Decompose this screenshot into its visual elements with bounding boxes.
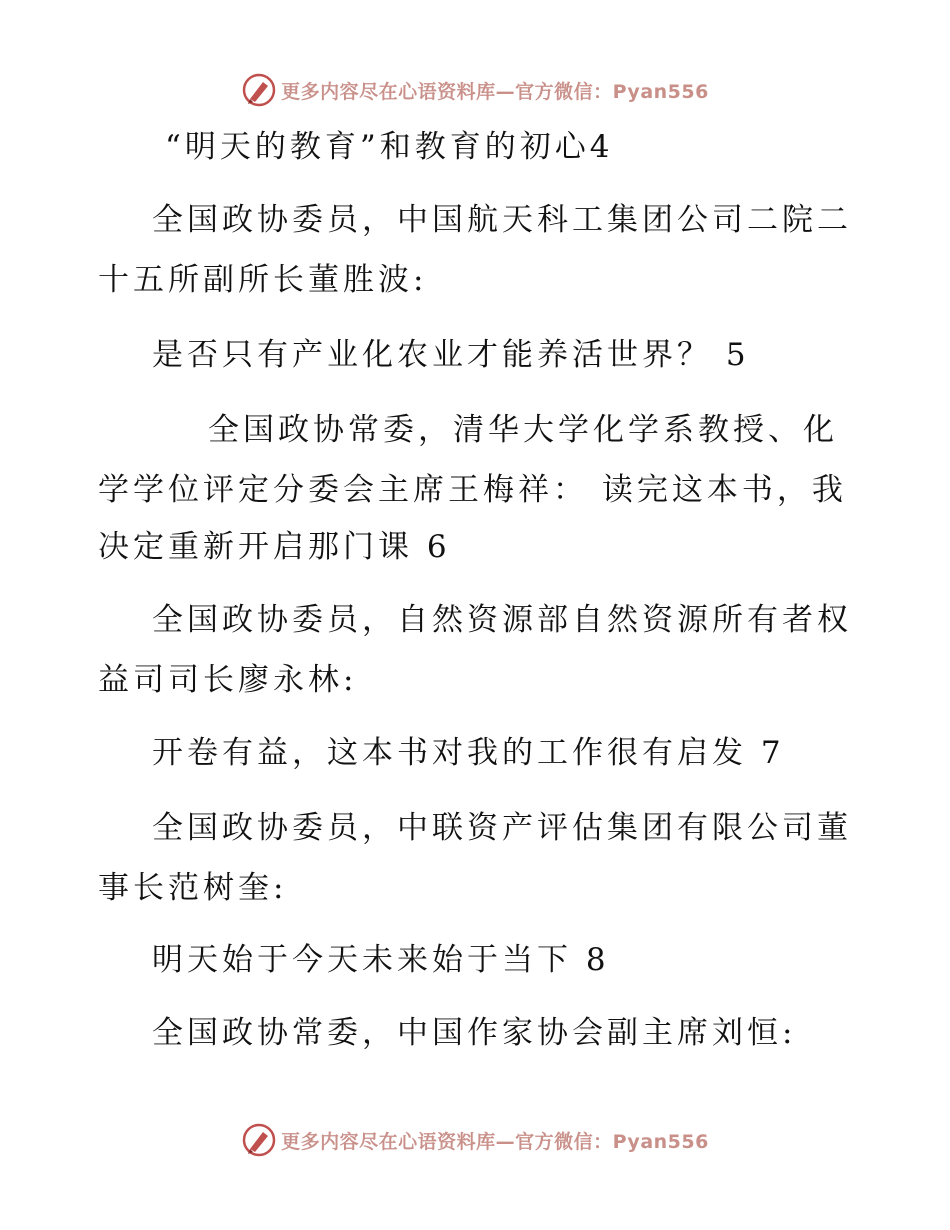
toc-entry-title: “明天的教育”和教育的初心4 <box>165 129 614 165</box>
toc-entry-author: 全国政协常委，中国作家协会副主席刘恒: <box>152 1015 797 1051</box>
toc-entry-author: 全国政协委员，中国航天科工集团公司二院二 <box>152 202 852 238</box>
watermark-text: 更多内容尽在心语资料库—官方微信：Pyan556 <box>281 80 709 103</box>
watermark-header <box>0 70 950 110</box>
toc-entry-author: 全国政协委员，中联资产评估集团有限公司董 <box>152 810 852 846</box>
pen-in-circle-logo <box>241 72 277 108</box>
toc-entry-author: 全国政协常委，清华大学化学系教授、化 <box>208 412 838 448</box>
toc-entry-author-cont: 十五所副所长董胜波: <box>98 262 428 298</box>
toc-entry-author: 全国政协委员，自然资源部自然资源所有者权 <box>152 602 852 638</box>
toc-entry-title: 开卷有益，这本书对我的工作很有启发 7 <box>152 735 785 771</box>
pen-in-circle-logo <box>241 1122 277 1158</box>
toc-entry-title: 明天始于今天未来始于当下 8 <box>152 942 610 978</box>
toc-entry-author-cont: 事长范树奎: <box>98 870 288 906</box>
watermark-footer <box>0 1120 950 1160</box>
watermark-text: 更多内容尽在心语资料库—官方微信：Pyan556 <box>281 1130 709 1153</box>
toc-entry-author-cont: 学学位评定分委会主席王梅祥： 读完这本书，我 <box>98 472 847 508</box>
toc-entry-title-cont: 决定重新开启那门课 6 <box>98 529 451 565</box>
toc-entry-author-cont: 益司司长廖永林: <box>98 662 358 698</box>
toc-entry-title: 是否只有产业化农业才能养活世界？ 5 <box>152 337 750 373</box>
